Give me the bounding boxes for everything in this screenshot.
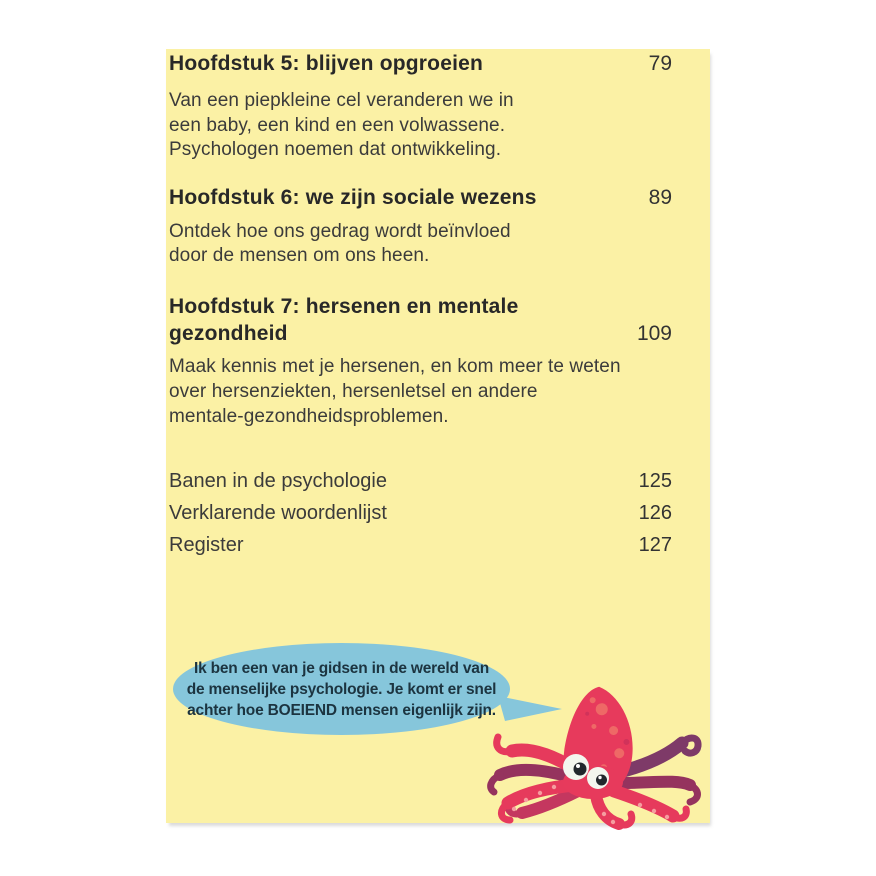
toc-entry bbox=[169, 529, 672, 561]
speech-bubble bbox=[173, 643, 510, 735]
chapter-heading bbox=[169, 293, 672, 347]
toc-entry bbox=[169, 465, 672, 497]
description-line: Ontdek hoe ons gedrag wordt beïnvloed bbox=[169, 220, 511, 242]
description-line: over hersenziekten, hersenletsel en andere bbox=[169, 380, 538, 402]
toc-chapter-7 bbox=[169, 293, 672, 429]
chapter-description bbox=[169, 89, 672, 163]
description-line: Psychologen noemen dat ontwikkeling. bbox=[169, 139, 502, 160]
speech-bubble-line: de menselijke psychologie. Je komt er snel bbox=[186, 680, 497, 698]
chapter-page-number: 79 bbox=[648, 52, 672, 75]
entry-page-number: 127 bbox=[638, 533, 672, 556]
table-of-contents bbox=[166, 49, 710, 561]
entry-page-number: 126 bbox=[638, 501, 672, 524]
description-line: mentale-gezondheidsproblemen. bbox=[169, 405, 449, 427]
entry-label: Verklarende woordenlijst bbox=[169, 501, 387, 524]
chapter-heading bbox=[169, 51, 672, 77]
chapter-title: Hoofdstuk 7: hersenen en mentale gezondheid bbox=[169, 294, 519, 345]
speech-bubble-line: Ik ben een van je gidsen in de wereld van bbox=[193, 659, 489, 677]
chapter-title: Hoofdstuk 5: blijven opgroeien bbox=[169, 52, 484, 75]
chapter-heading bbox=[169, 185, 672, 211]
entry-label: Register bbox=[169, 533, 244, 556]
entry-label: Banen in de psychologie bbox=[169, 469, 387, 492]
toc-entry bbox=[169, 497, 672, 529]
description-line: een baby, een kind en een volwassene. bbox=[169, 114, 506, 136]
description-line: Maak kennis met je hersenen, en kom meer te weten bbox=[169, 355, 621, 377]
toc-page bbox=[166, 49, 710, 823]
chapter-description bbox=[169, 354, 672, 429]
octopus-illustration bbox=[480, 683, 712, 833]
speech-bubble-line: achter hoe BOEIEND mensen eigenlijk zijn. bbox=[187, 701, 496, 719]
toc-chapter-6 bbox=[169, 185, 672, 269]
description-line: door de mensen om ons heen. bbox=[169, 245, 430, 266]
chapter-title: Hoofdstuk 6: we zijn sociale wezens bbox=[169, 185, 537, 209]
chapter-page-number: 109 bbox=[636, 321, 672, 345]
toc-chapter-5 bbox=[169, 51, 672, 163]
entry-page-number: 125 bbox=[638, 469, 672, 492]
toc-end-matter bbox=[169, 465, 672, 561]
description-line: Van een piepkleine cel veranderen we in bbox=[169, 90, 514, 111]
chapter-page-number: 89 bbox=[648, 185, 672, 209]
chapter-description bbox=[169, 220, 672, 269]
